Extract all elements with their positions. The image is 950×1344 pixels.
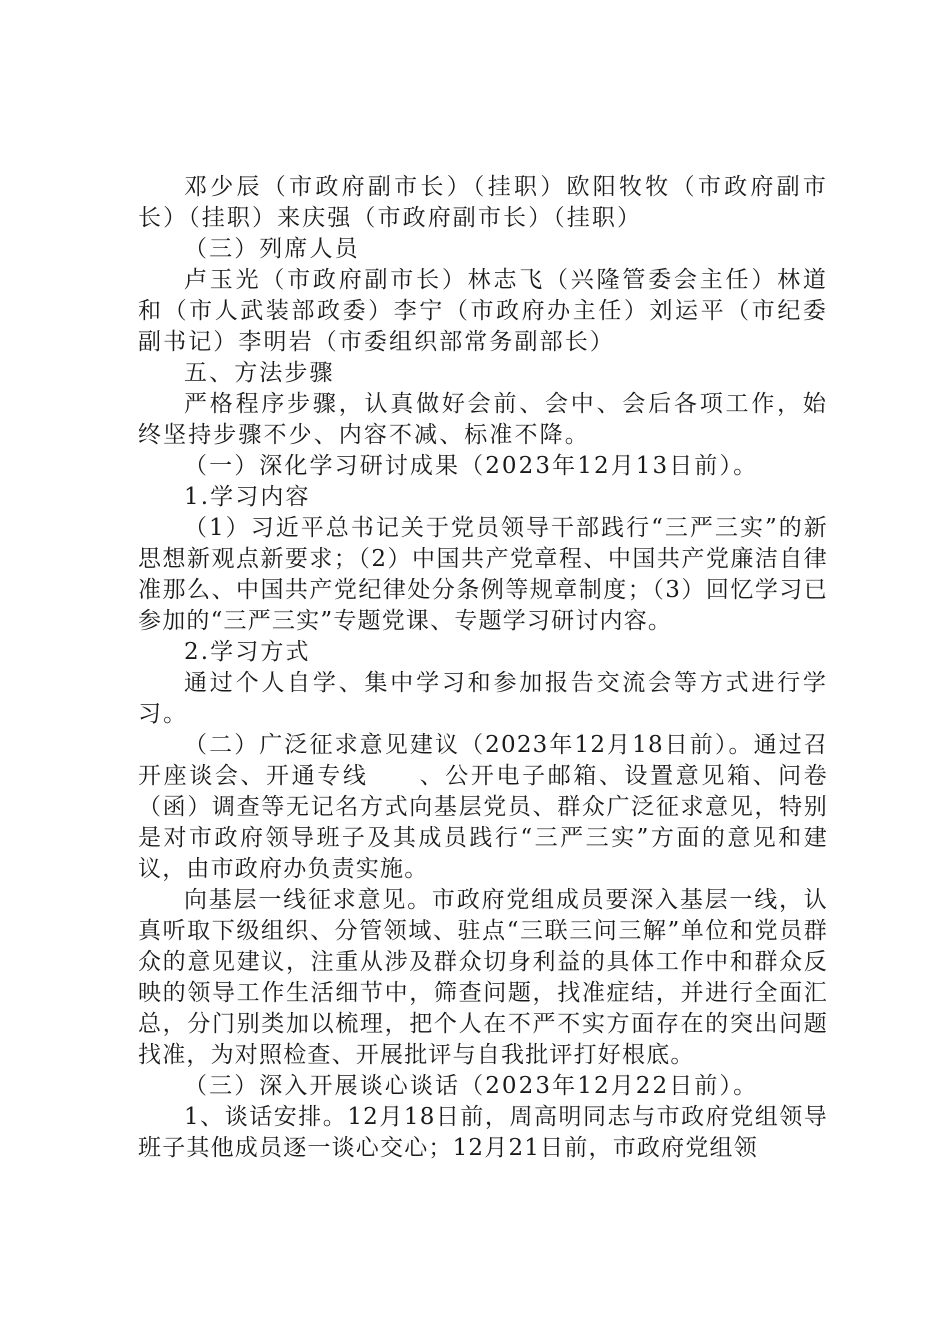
heading-study-method: 2.学习方式 [184, 639, 311, 665]
paragraph-grassroots-opinions: 向基层一线征求意见。市政府党组成员要深入基层一线，认真听取下级组织、分管领域、驻点“三联三问三解”单位和党员群众的意见建议，注重从涉及群众切身利益的具体工作中和群众反映的领导工作生活细节中，筛查问题，找准症结，并进行全面汇总，分门别类加以梳理，把个人在不严不实方面存在的突出问题找准，为对照检查、开展批评与自我批评打好根底。 [138, 887, 828, 1068]
paragraph-study-method: 通过个人自学、集中学习和参加报告交流会等方式进行学习。 [138, 670, 828, 727]
heading-attendees: （三）列席人员 [184, 236, 360, 262]
document-body [138, 172, 828, 1164]
paragraph-attendee-list: 卢玉光（市政府副市长）林志飞（兴隆管委会主任）林道和（市人武装部政委）李宁（市政府办主任）刘运平（市纪委副书记）李明岩（市委组织部常务副部长） [138, 267, 828, 355]
paragraph-deputy-mayors: 邓少辰（市政府副市长）（挂职）欧阳牧牧（市政府副市长）（挂职）来庆强（市政府副市长）（挂职） [138, 174, 828, 231]
paragraph-talk-arrangement: 1、谈话安排。12月18日前，周高明同志与市政府党组领导班子其他成员逐一谈心交心；12月21日前，市政府党组领 [138, 1104, 828, 1161]
paragraph-solicit-opinions: （二）广泛征求意见建议（2023年12月18日前）。通过召开座谈会、开通专线 、公开电子邮箱、设置意见箱、问卷（函）调查等无记名方式向基层党员、群众广泛征求意见，特别是对市政府领导班子及其成员践行“三严三实”方面的意见和建议，由市政府办负责实施。 [138, 732, 828, 882]
paragraph-strict-procedure: 严格程序步骤，认真做好会前、会中、会后各项工作，始终坚持步骤不少、内容不减、标准不降。 [138, 391, 828, 448]
paragraph-study-content: （1）习近平总书记关于党员领导干部践行“三严三实”的新思想新观点新要求；（2）中国共产党章程、中国共产党廉洁自律准那么、中国共产党纪律处分条例等规章制度；（3）回忆学习已参加的“三严三实”专题党课、专题学习研讨内容。 [138, 515, 828, 634]
heading-heart-to-heart-talks: （三）深入开展谈心谈话（2023年12月22日前）。 [184, 1073, 759, 1099]
heading-method-steps: 五、方法步骤 [184, 360, 335, 386]
heading-study-results: （一）深化学习研讨成果（2023年12月13日前）。 [184, 453, 759, 479]
heading-study-content: 1.学习内容 [184, 484, 311, 510]
